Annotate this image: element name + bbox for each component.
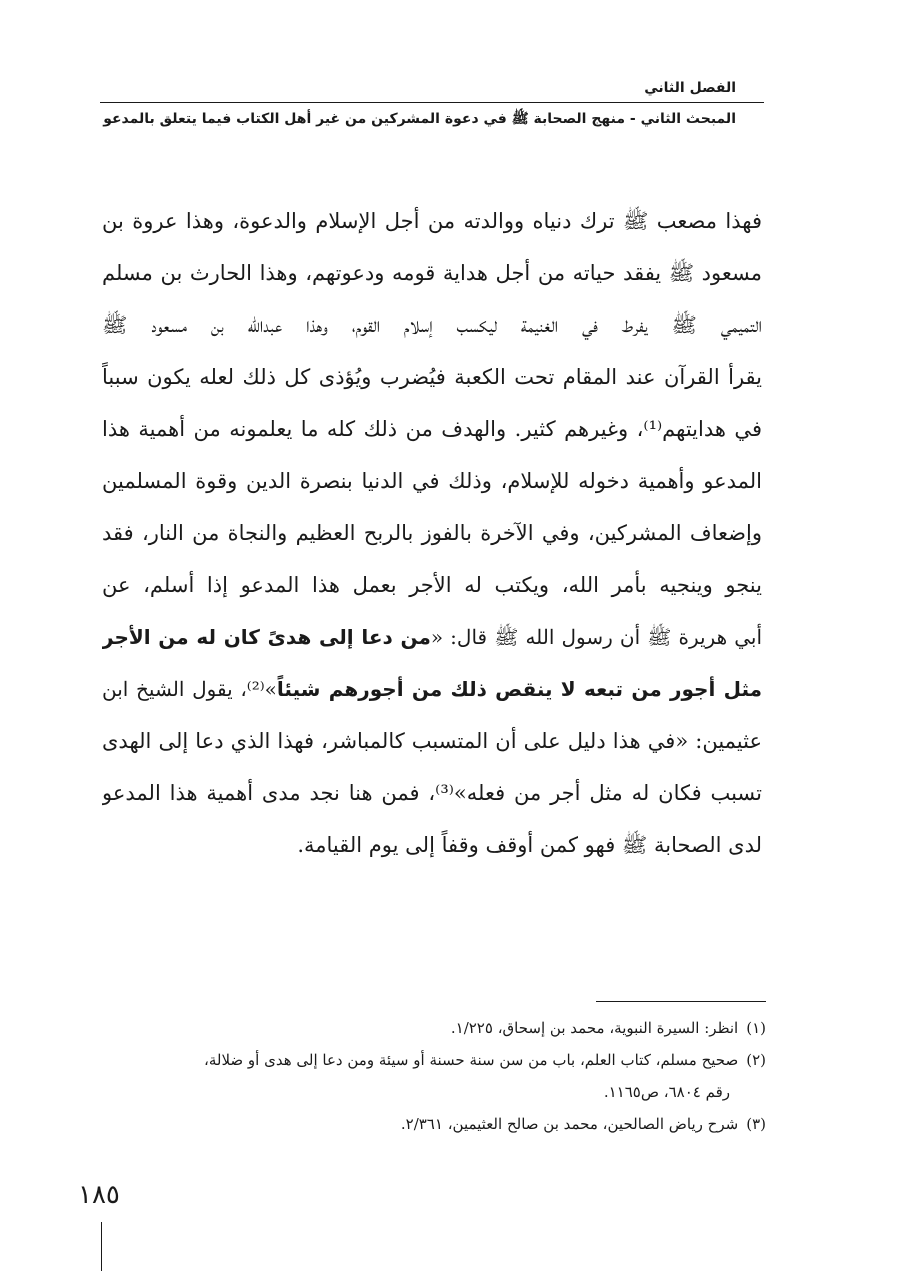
line-text: »⁽²⁾، يقول الشيخ ابن xyxy=(102,677,277,701)
footnote xyxy=(100,1044,766,1076)
body-line: فهذا مصعب ﷺ ترك دنياه ووالدته من أجل الإسلام والدعوة، وهذا عروة بن xyxy=(102,209,762,233)
body-line: ينجو وينجيه بأمر الله، ويكتب له الأجر بعمل هذا المدعو إذا أسلم، عن xyxy=(102,573,762,597)
body-line: المدعو وأهمية دخوله للإسلام، وذلك في الدنيا بنصرة الدين وقوة المسلمين xyxy=(102,469,762,493)
chapter-title: الفصل الثاني xyxy=(644,80,736,96)
footnote-text: شرح رياض الصالحين، محمد بن صالح العثيمين، ٢/٣٦١. xyxy=(400,1115,739,1133)
body-line: التميمي ﷺ يفرط في الغنيمة ليكسب إسلام القوم، وهذا عبدالله بن مسعود ﷺ xyxy=(102,313,762,337)
body-line: تسبب فكان له مثل أجر من فعله»⁽³⁾، فمن هنا نجد مدى أهمية هذا المدعو xyxy=(102,781,762,805)
footnote-rule xyxy=(596,1001,766,1002)
body-line: وإضعاف المشركين، وفي الآخرة بالفوز بالربح العظيم والنجاة من النار، فقد xyxy=(102,521,762,545)
body-line: يقرأ القرآن عند المقام تحت الكعبة فيُضرب ويُؤذى كل ذلك لعله يكون سبباً xyxy=(102,365,762,389)
footnote xyxy=(100,1012,766,1044)
footnote-continuation: رقم ٦٨٠٤، ص١١٦٥. xyxy=(603,1083,730,1101)
body-line: مسعود ﷺ يفقد حياته من أجل هداية قومه ودعوتهم، وهذا الحارث بن مسلم xyxy=(102,261,762,285)
header-rule xyxy=(100,102,764,103)
line-text: أبي هريرة ﷺ أن رسول الله ﷺ قال: « xyxy=(430,625,762,649)
hadith-quote-bold: من دعا إلى هدىً كان له من الأجر xyxy=(102,625,431,649)
body-line: لدى الصحابة ﷺ فهو كمن أوقف وقفاً إلى يوم القيامة. xyxy=(297,833,762,857)
body-text xyxy=(102,195,762,871)
body-line xyxy=(102,663,762,715)
footnote-text: انظر: السيرة النبوية، محمد بن إسحاق، ١/٢٢٥. xyxy=(450,1019,739,1037)
body-line xyxy=(102,611,762,663)
section-title: المبحث الثاني - منهج الصحابة ﷺ في دعوة المشركين من غير أهل الكتاب فيما يتعلق بالمدعو xyxy=(103,111,736,127)
footnote-number: (١) xyxy=(746,1019,766,1037)
margin-rule xyxy=(101,1222,102,1271)
footnote xyxy=(100,1108,766,1140)
footnote-number: (٣) xyxy=(746,1115,766,1133)
footnote-number: (٢) xyxy=(746,1051,766,1069)
footnotes xyxy=(100,1012,766,1140)
footnote-text: صحيح مسلم، كتاب العلم، باب من سن سنة حسنة أو سيئة ومن دعا إلى هدى أو ضلالة، xyxy=(204,1051,739,1069)
page-number: ١٨٥ xyxy=(78,1180,120,1210)
body-line: في هدايتهم⁽¹⁾، وغيرهم كثير. والهدف من ذلك كله ما يعلمونه من أهمية هذا xyxy=(102,417,762,441)
hadith-quote-bold: مثل أجور من تبعه لا ينقص ذلك من أجورهم شيئاً xyxy=(276,677,762,701)
body-line: عثيمين: «في هذا دليل على أن المتسبب كالمباشر، فهذا الذي دعا إلى الهدى xyxy=(102,729,762,753)
